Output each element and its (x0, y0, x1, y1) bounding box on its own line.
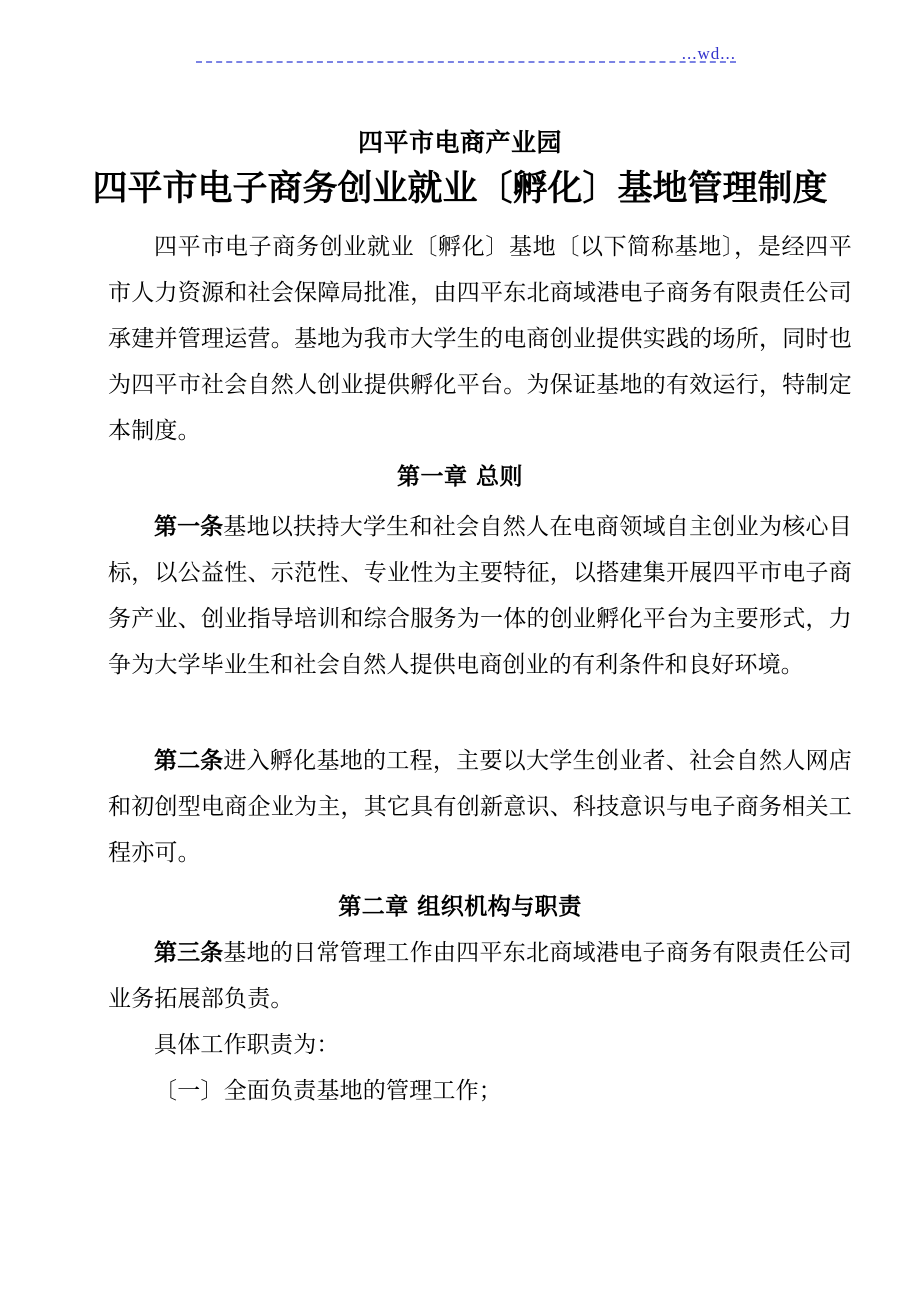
chapter-heading-two: 第二章 组织机构与职责 (338, 894, 582, 920)
article-one-block (108, 504, 852, 688)
document-subtitle: 四平市电商产业园 (357, 128, 562, 157)
duties-lead-paragraph: 具体工作职责为： (154, 1032, 340, 1058)
article-three-paragraph (108, 930, 852, 1022)
article-two-label: 第二条 (154, 748, 224, 774)
duty-item-one: 〔一〕全面负责基地的管理工作； (154, 1078, 502, 1104)
chapter-heading-one: 第一章 总则 (396, 464, 523, 490)
intro-paragraph: 四平市电子商务创业就业〔孵化〕基地〔以下简称基地〕，是经四平市人力资源和社会保障局批准，由四平东北商域港电子商务有限责任公司承建并管理运营。基地为我市大学生的电商创业提供实践的场所，同时也为四平市社会自然人创业提供孵化平台。为保证基地的有效运行，特制定本制度。 (108, 234, 852, 444)
article-three-text: 基地的日常管理工作由四平东北商域港电子商务有限责任公司业务拓展部负责。 (108, 940, 853, 1012)
page-title: 四平市电子商务创业就业〔孵化〕基地管理制度 (92, 168, 828, 209)
article-two-paragraph (108, 738, 852, 876)
page-header (0, 44, 920, 74)
article-one-label: 第一条 (154, 514, 224, 540)
article-one-text: 基地以扶持大学生和社会自然人在电商领域自主创业为核心目标，以公益性、示范性、专业性为主要特征，以搭建集开展四平市电子商务产业、创业指导培训和综合服务为一体的创业孵化平台为主要形式，力争为大学毕业生和社会自然人提供电商创业的有利条件和良好环境。 (108, 514, 853, 678)
duty-item-one-block (108, 1068, 852, 1114)
article-three-block (108, 930, 852, 1022)
duties-lead-block (108, 1022, 852, 1068)
header-watermark-text: ...wd... (681, 44, 736, 63)
intro-paragraph-block (108, 224, 852, 454)
article-two-text: 进入孵化基地的工程，主要以大学生创业者、社会自然人网店和初创型电商企业为主，其它具有创新意识、科技意识与电子商务相关工程亦可。 (108, 748, 853, 866)
article-three-label: 第三条 (154, 940, 224, 966)
article-two-block (108, 738, 852, 876)
article-one-paragraph (108, 504, 852, 688)
